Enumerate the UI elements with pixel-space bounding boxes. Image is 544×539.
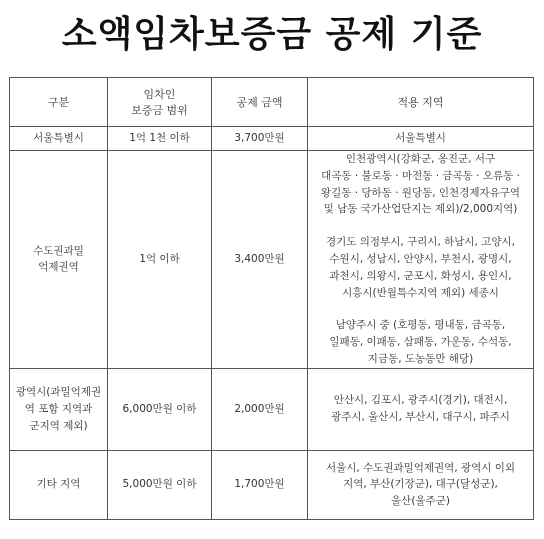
cell-division-line: 억제권역 xyxy=(38,261,79,274)
region-line: 시흥시(반월특수지역 제외) 세종시 xyxy=(342,286,499,299)
region-paragraph xyxy=(308,392,533,426)
region-line: 지역, 부산(기장군), 대구(달성군), xyxy=(343,478,498,491)
cell-deposit: 5,000만원 이하 xyxy=(108,450,212,519)
header-deposit xyxy=(108,78,212,127)
cell-division-line: 군지역 제외) xyxy=(29,419,88,432)
region-line: 왕길동 · 당하동 · 원당동, 인천경제자유구역 xyxy=(320,186,521,199)
cell-deduction: 3,700만원 xyxy=(212,127,308,151)
region-line: 대곡동 · 불로동 · 마전동 · 금곡동 · 오류동 · xyxy=(321,169,520,182)
cell-region xyxy=(308,127,534,151)
region-paragraph xyxy=(308,234,533,301)
table-row xyxy=(10,151,534,369)
region-line: 및 남동 국가산업단지는 제외)/2,000지역) xyxy=(323,203,518,216)
cell-division xyxy=(10,127,108,151)
cell-deduction: 1,700만원 xyxy=(212,450,308,519)
region-line: 광주시, 울산시, 부산시, 대구시, 파주시 xyxy=(331,411,510,424)
header-deduction: 공제 금액 xyxy=(212,78,308,127)
table-row xyxy=(10,127,534,151)
header-division: 구분 xyxy=(10,78,108,127)
region-line: 수원시, 성남시, 안양시, 부천시, 광명시, xyxy=(329,252,512,265)
cell-division-line: 광역시(과밀억제권 xyxy=(15,386,102,399)
cell-region xyxy=(308,151,534,369)
table-row xyxy=(10,368,534,450)
cell-division-line: 기타 지역 xyxy=(36,478,81,491)
cell-division xyxy=(10,368,108,450)
cell-division xyxy=(10,151,108,369)
cell-deposit: 6,000만원 이하 xyxy=(108,368,212,450)
region-line: 울산(울주군) xyxy=(391,495,450,508)
header-region: 적용 지역 xyxy=(308,78,534,127)
cell-region xyxy=(308,368,534,450)
region-line: 서울특별시 xyxy=(395,132,446,145)
region-paragraph xyxy=(308,460,533,510)
region-line: 일패동, 이패동, 삼패동, 가운동, 수석동, xyxy=(329,336,512,349)
region-line: 지금동, 도농동만 해당) xyxy=(367,352,474,365)
cell-deposit: 1억 1천 이하 xyxy=(108,127,212,151)
page-title: 소액임차보증금 공제 기준 xyxy=(61,14,483,55)
region-line: 남양주시 중 (호평동, 평내동, 금곡동, xyxy=(335,319,506,332)
cell-deposit: 1억 이하 xyxy=(108,151,212,369)
region-line: 경기도 의정부시, 구리시, 하남시, 고양시, xyxy=(326,236,515,249)
cell-deduction: 2,000만원 xyxy=(212,368,308,450)
region-paragraph xyxy=(308,130,533,147)
region-line: 인천광역시(강화군, 옹진군, 서구 xyxy=(345,153,496,165)
region-paragraph xyxy=(308,151,533,218)
table-header-row xyxy=(10,78,534,127)
deduction-criteria-table xyxy=(9,77,534,520)
cell-division xyxy=(10,450,108,519)
cell-deduction: 3,400만원 xyxy=(212,151,308,369)
region-line: 안산시, 김포시, 광주시(경기), 대전시, xyxy=(333,394,508,407)
region-paragraph xyxy=(308,317,533,367)
region-line: 서울시, 수도권과밀억제권역, 광역시 이외 xyxy=(325,461,516,474)
header-deposit-line2: 보증금 범위 xyxy=(131,104,188,117)
table-row xyxy=(10,450,534,519)
region-line: 과천시, 의왕시, 군포시, 화성시, 용인시, xyxy=(329,269,512,282)
cell-division-line: 서울특별시 xyxy=(33,132,84,145)
header-deposit-line1: 임차인 xyxy=(143,88,176,101)
cell-division-line: 수도권과밀 xyxy=(33,244,84,257)
cell-region xyxy=(308,450,534,519)
cell-division-line: 역 포함 지역과 xyxy=(24,402,93,415)
